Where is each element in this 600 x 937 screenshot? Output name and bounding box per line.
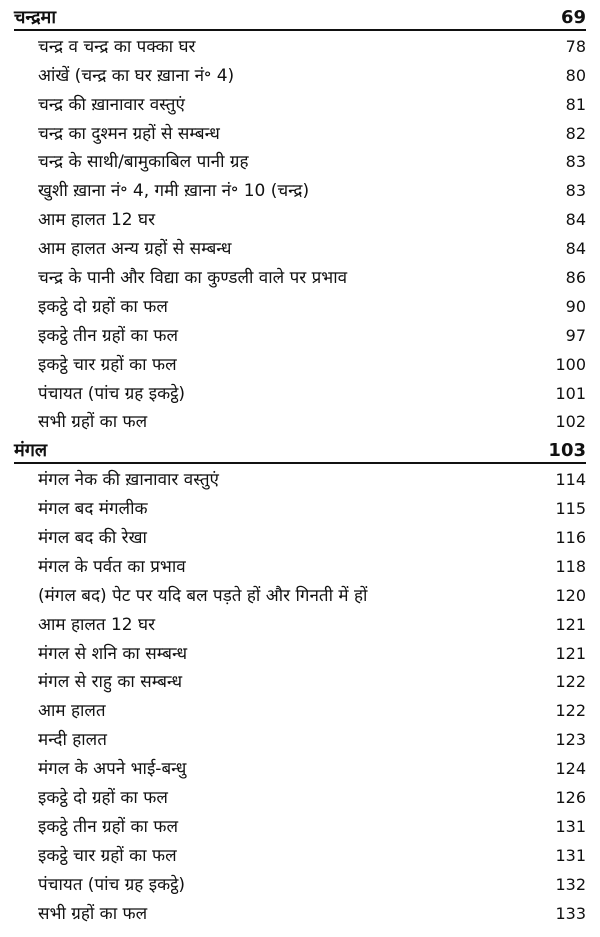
table-of-contents xyxy=(0,4,600,929)
toc-row xyxy=(0,697,600,726)
toc-entry-title: मंगल के पर्वत का प्रभाव xyxy=(38,556,186,577)
toc-entry-page: 83 xyxy=(565,181,586,201)
toc-entry-page: 122 xyxy=(555,672,586,692)
toc-entry-page: 121 xyxy=(555,614,586,634)
toc-entry-page: 80 xyxy=(565,65,586,85)
toc-entry-title: मंगल के अपने भाई-बन्धु xyxy=(38,759,187,780)
toc-row xyxy=(0,120,600,149)
toc-entry-page: 124 xyxy=(555,759,586,779)
toc-entry-title: चन्द्र की ख़ानावार वस्तुएं xyxy=(38,94,185,115)
toc-entry-page: 114 xyxy=(555,470,586,490)
toc-row xyxy=(0,524,600,553)
toc-entry-title: चन्द्र के पानी और विद्या का कुण्डली वाले पर प्रभाव xyxy=(38,268,348,289)
toc-row xyxy=(0,466,600,495)
toc-entry-title: आम हालत xyxy=(38,701,106,722)
toc-entry-page: 102 xyxy=(555,412,586,432)
toc-chapter-row xyxy=(0,4,600,33)
toc-entry-page: 120 xyxy=(555,585,586,605)
toc-entry-title: मंगल बद मंगलीक xyxy=(38,499,148,520)
toc-entry-title: चन्द्र व चन्द्र का पक्का घर xyxy=(38,36,196,57)
toc-entry-page: 133 xyxy=(555,903,586,923)
toc-entry-title: खुशी ख़ाना नं॰ 4, गमी ख़ाना नं॰ 10 (चन्द्र) xyxy=(38,181,310,202)
toc-entry-title: आम हालत 12 घर xyxy=(38,210,156,231)
toc-row xyxy=(0,148,600,177)
toc-entry-page: 78 xyxy=(565,36,586,56)
toc-entry-title: पंचायत (पांच ग्रह इकट्ठे) xyxy=(38,383,186,404)
toc-entry-page: 126 xyxy=(555,788,586,808)
toc-row xyxy=(0,235,600,264)
toc-entry-page: 131 xyxy=(555,816,586,836)
toc-entry-page: 90 xyxy=(565,296,586,316)
toc-entry-page: 121 xyxy=(555,643,586,663)
toc-row xyxy=(0,582,600,611)
toc-entry-page: 69 xyxy=(560,7,586,28)
toc-entry-page: 101 xyxy=(555,383,586,403)
toc-entry-title: आंखें (चन्द्र का घर ख़ाना नं॰ 4) xyxy=(38,65,235,86)
toc-entry-title: सभी ग्रहों का फल xyxy=(38,903,148,924)
toc-entry-page: 81 xyxy=(565,94,586,114)
toc-row xyxy=(0,668,600,697)
toc-entry-title: (मंगल बद) पेट पर यदि बल पड़ते हों और गिनती में हों xyxy=(38,585,368,606)
toc-entry-page: 132 xyxy=(555,874,586,894)
toc-entry-page: 97 xyxy=(565,325,586,345)
toc-entry-title: मंगल से शनि का सम्बन्ध xyxy=(38,643,188,664)
toc-entry-page: 86 xyxy=(565,268,586,288)
toc-entry-title: आम हालत अन्य ग्रहों से सम्बन्ध xyxy=(38,239,232,260)
toc-row xyxy=(0,264,600,293)
toc-row xyxy=(0,784,600,813)
toc-row xyxy=(0,900,600,929)
toc-entry-title: सभी ग्रहों का फल xyxy=(38,412,148,433)
toc-entry-page: 116 xyxy=(555,528,586,548)
toc-row xyxy=(0,33,600,62)
toc-entry-page: 103 xyxy=(548,440,586,462)
toc-row xyxy=(0,91,600,120)
toc-row xyxy=(0,351,600,380)
toc-entry-title: इकट्ठे दो ग्रहों का फल xyxy=(38,296,168,317)
toc-row xyxy=(0,380,600,409)
toc-row xyxy=(0,640,600,669)
toc-entry-title: चन्द्र के साथी/बामुकाबिल पानी ग्रह xyxy=(38,152,249,173)
toc-row xyxy=(0,553,600,582)
toc-row xyxy=(0,842,600,871)
toc-row xyxy=(0,495,600,524)
toc-entry-title: इकट्ठे तीन ग्रहों का फल xyxy=(38,325,178,346)
toc-row xyxy=(0,293,600,322)
toc-entry-title: चन्द्र का दुश्मन ग्रहों से सम्बन्ध xyxy=(38,123,220,144)
toc-row xyxy=(0,755,600,784)
toc-entry-title: चन्द्रमा xyxy=(14,7,56,28)
toc-chapter-row xyxy=(0,437,600,466)
toc-entry-title: मंगल xyxy=(14,440,48,462)
toc-entry-page: 84 xyxy=(565,210,586,230)
toc-entry-title: पंचायत (पांच ग्रह इकट्ठे) xyxy=(38,874,186,895)
toc-entry-title: मन्दी हालत xyxy=(38,730,107,751)
toc-entry-title: इकट्ठे चार ग्रहों का फल xyxy=(38,354,177,375)
toc-entry-page: 131 xyxy=(555,845,586,865)
toc-row xyxy=(0,611,600,640)
toc-entry-title: आम हालत 12 घर xyxy=(38,614,156,635)
toc-entry-title: इकट्ठे दो ग्रहों का फल xyxy=(38,788,168,809)
toc-row xyxy=(0,408,600,437)
toc-row xyxy=(0,62,600,91)
toc-entry-page: 118 xyxy=(555,556,586,576)
toc-entry-page: 122 xyxy=(555,701,586,721)
toc-row xyxy=(0,813,600,842)
toc-row xyxy=(0,726,600,755)
toc-entry-page: 115 xyxy=(555,499,586,519)
toc-entry-title: मंगल बद की रेखा xyxy=(38,528,147,549)
toc-entry-title: मंगल नेक की ख़ानावार वस्तुएं xyxy=(38,470,219,491)
toc-entry-page: 83 xyxy=(565,152,586,172)
toc-row xyxy=(0,871,600,900)
toc-entry-title: मंगल से राहु का सम्बन्ध xyxy=(38,672,183,693)
toc-entry-title: इकट्ठे चार ग्रहों का फल xyxy=(38,845,177,866)
toc-entry-page: 123 xyxy=(555,730,586,750)
toc-entry-page: 84 xyxy=(565,239,586,259)
toc-entry-page: 100 xyxy=(555,354,586,374)
toc-row xyxy=(0,322,600,351)
toc-entry-page: 82 xyxy=(565,123,586,143)
toc-row xyxy=(0,206,600,235)
toc-entry-title: इकट्ठे तीन ग्रहों का फल xyxy=(38,816,178,837)
toc-row xyxy=(0,177,600,206)
